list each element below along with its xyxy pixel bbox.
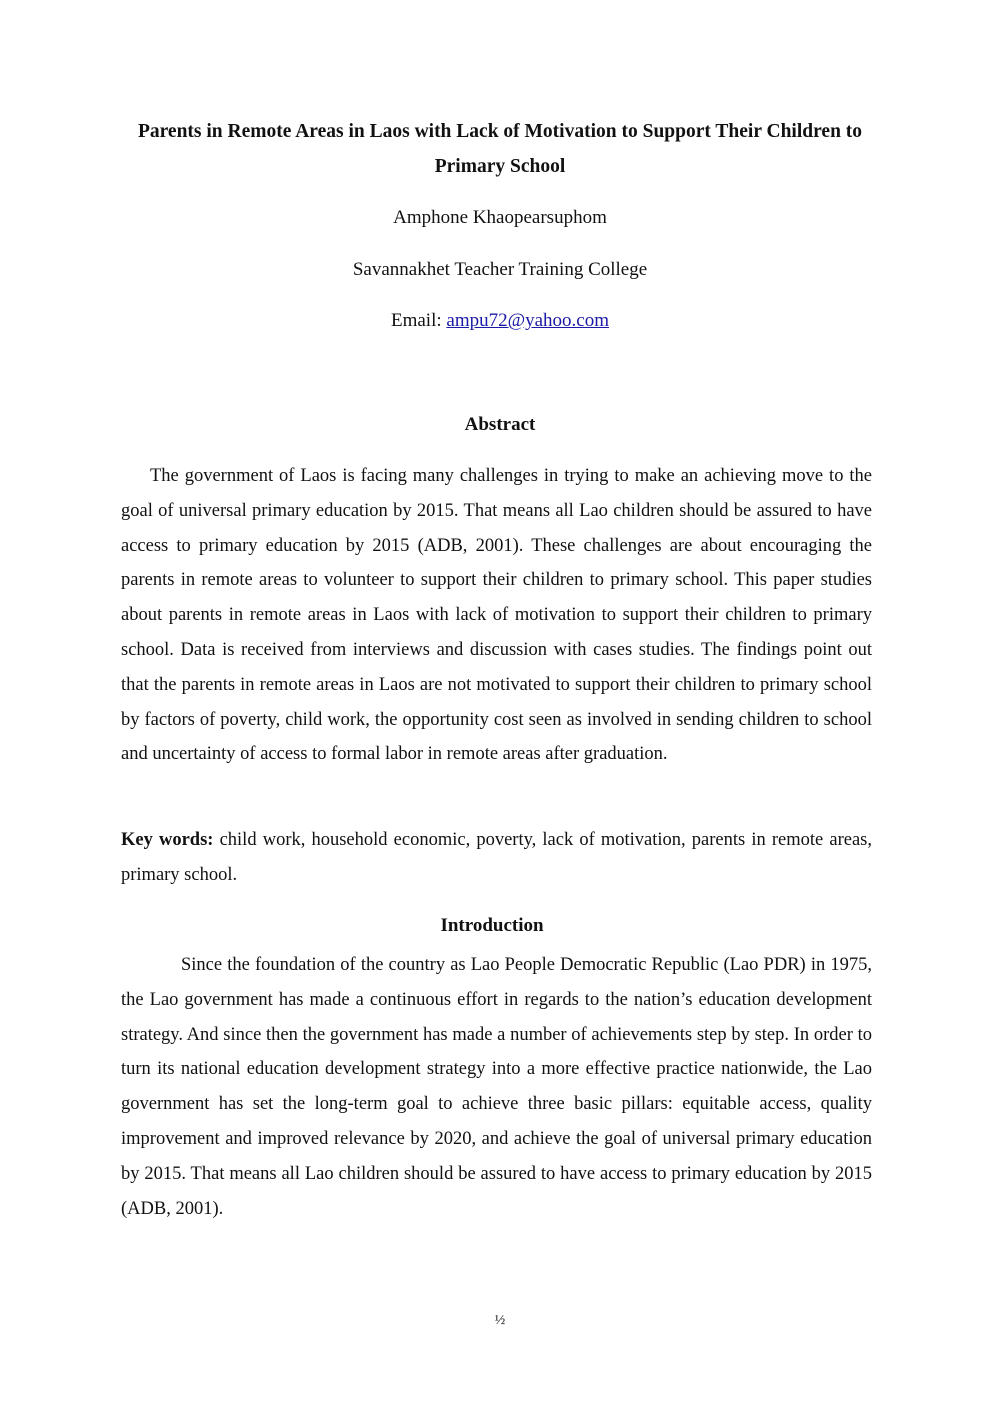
paper-title: Parents in Remote Areas in Laos with Lack of Motivation to Support Their Children to Primary School	[137, 121, 863, 177]
abstract-heading: Abstract	[464, 414, 536, 435]
introduction-heading: Introduction	[440, 915, 544, 936]
author-affiliation: Savannakhet Teacher Training College	[352, 259, 648, 280]
keywords-paragraph	[121, 823, 872, 893]
keywords-text: child work, household economic, poverty, lack of motivation, parents in remote areas, primary school.	[121, 830, 872, 885]
email-line	[0, 308, 1000, 334]
email-label: Email:	[390, 310, 447, 331]
page-number: ½	[494, 1313, 506, 1328]
keywords-label: Key words:	[121, 830, 214, 850]
introduction-body: Since the foundation of the country as Lao People Democratic Republic (Lao PDR) in 1975, the Lao government has made a continuous effort in regards to the nation’s education development strategy. And since then the government has made a number of achievements step by step. In order to turn its national education development strategy into a more effective practice nationwide, the Lao government has set the long-term goal to achieve three basic pillars: equitable access, quality improvement and improved relevance by 2020, and achieve the goal of universal primary education by 2015. That means all Lao children should be assured to have access to primary education by 2015 (ADB, 2001).	[121, 955, 872, 1219]
author-name: Amphone Khaopearsuphom	[393, 207, 607, 228]
abstract-body: The government of Laos is facing many challenges in trying to make an achieving move to the goal of universal primary education by 2015. That means all Lao children should be assured to have access to primary education by 2015 (ADB, 2001). These challenges are about encouraging the parents in remote areas to volunteer to support their children to primary school. This paper studies about parents in remote areas in Laos with lack of motivation to support their children to primary school. Data is received from interviews and discussion with cases studies. The findings point out that the parents in remote areas in Laos are not motivated to support their children to primary school by factors of poverty, child work, the opportunity cost seen as involved in sending children to school and uncertainty of access to formal labor in remote areas after graduation.	[121, 466, 872, 765]
email-link[interactable]: ampu72@yahoo.com	[446, 310, 609, 331]
